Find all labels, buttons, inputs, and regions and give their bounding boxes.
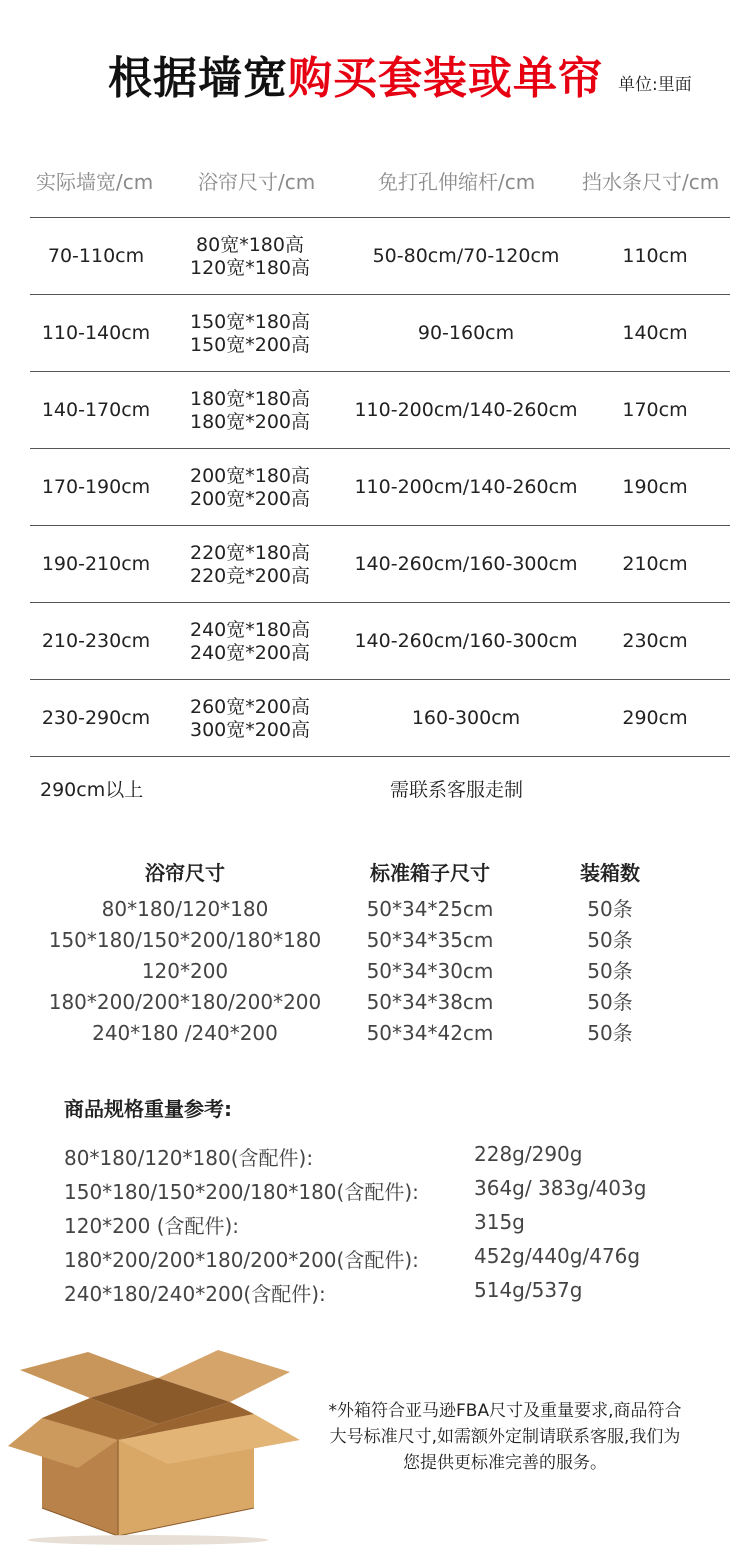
curtain-size-value-2: 200宽*200高 [189, 487, 311, 510]
weights-title: 商品规格重量参考: [64, 1097, 232, 1121]
box-col-box [340, 858, 520, 1049]
wall-width-value: 70-110cm [47, 245, 145, 267]
page-title [108, 42, 603, 106]
wall-width-cell [30, 526, 162, 603]
box-count-value: 50条 [587, 897, 633, 921]
rod-size-value: 90-160cm [417, 322, 515, 344]
strip-size-value: 140cm [622, 322, 688, 344]
rod-size-cell [330, 680, 602, 757]
wall-width-value: 190-210cm [41, 553, 151, 575]
box-count-value: 50条 [587, 959, 633, 983]
strip-size-value: 290cm [622, 707, 688, 729]
header-curtain-size: 浴帘尺寸/cm [198, 170, 316, 194]
rod-size-cell [330, 526, 602, 603]
size-table-row [30, 448, 730, 525]
wall-width-value: 170-190cm [41, 476, 151, 498]
box-dim-value: 50*34*30cm [366, 959, 494, 983]
strip-size-value: 210cm [622, 553, 688, 575]
size-table-bottom-line [30, 756, 730, 757]
curtain-size-value-2: 300宽*200高 [189, 718, 311, 741]
curtain-size-value-1: 80宽*180高 [196, 233, 304, 256]
strip-size-cell [590, 603, 720, 680]
curtain-size-value-2: 150宽*200高 [189, 333, 311, 356]
wall-width-value: 140-170cm [41, 399, 151, 421]
weight-spec: 180*200/200*180/200*200(含配件): [64, 1248, 419, 1272]
rod-size-cell [330, 295, 602, 372]
box-dim-value: 50*34*38cm [366, 990, 494, 1014]
box-header-box: 标准箱子尺寸 [370, 861, 490, 885]
weight-row [0, 1278, 750, 1312]
box-size-value: 80*180/120*180 [101, 897, 269, 921]
footer-note-line-2: 大号标准尺寸,如需额外定制请联系客服,我们为 [329, 1427, 681, 1447]
box-count-value: 50条 [587, 1021, 633, 1045]
title-red-part: 购买套装或单帘 [288, 53, 603, 104]
wall-width-value: 110-140cm [41, 322, 151, 344]
weight-value: 452g/440g/476g [474, 1244, 641, 1268]
strip-size-cell [590, 526, 720, 603]
box-count-value: 50条 [587, 990, 633, 1014]
footer-note [290, 1398, 720, 1476]
strip-size-cell [590, 680, 720, 757]
box-header-size: 浴帘尺寸 [145, 861, 225, 885]
curtain-size-cell [170, 526, 330, 603]
box-col-size [20, 858, 350, 1049]
wall-width-value: 230-290cm [41, 707, 151, 729]
weight-row [0, 1176, 750, 1210]
wall-width-cell [30, 603, 162, 680]
curtain-size-cell [170, 372, 330, 449]
weight-spec: 120*200 (含配件): [64, 1214, 240, 1238]
size-table-row [30, 217, 730, 294]
header-strip-size: 挡水条尺寸/cm [582, 170, 720, 194]
curtain-size-value-2: 120宽*180高 [189, 256, 311, 279]
curtain-size-cell [170, 449, 330, 526]
weight-value: 364g/ 383g/403g [474, 1176, 647, 1200]
strip-size-cell [590, 449, 720, 526]
weight-value: 514g/537g [474, 1278, 583, 1302]
box-col-count [550, 858, 670, 1049]
box-size-value: 120*200 [141, 959, 229, 983]
weight-row [0, 1210, 750, 1244]
wall-width-value: 210-230cm [41, 630, 151, 652]
curtain-size-cell [170, 603, 330, 680]
box-size-value: 180*200/200*180/200*200 [48, 990, 322, 1014]
wall-width-cell [30, 449, 162, 526]
last-row-note: 需联系客服走制 [390, 779, 524, 801]
strip-size-value: 230cm [622, 630, 688, 652]
strip-size-value: 170cm [622, 399, 688, 421]
wall-width-cell [30, 295, 162, 372]
size-table-header [0, 166, 750, 196]
unit-label: 单位:里面 [618, 75, 692, 95]
strip-size-cell [590, 295, 720, 372]
curtain-size-value-1: 260宽*200高 [189, 695, 311, 718]
box-size-value: 150*180/150*200/180*180 [48, 928, 322, 952]
strip-size-cell [590, 372, 720, 449]
box-dim-value: 50*34*25cm [366, 897, 494, 921]
weight-spec: 80*180/120*180(含配件): [64, 1146, 314, 1170]
size-table-row [30, 602, 730, 679]
curtain-size-value-2: 180宽*200高 [189, 410, 311, 433]
rod-size-value: 160-300cm [411, 707, 521, 729]
title-black-part: 根据墙宽 [108, 53, 288, 104]
rod-size-cell [330, 372, 602, 449]
strip-size-value: 190cm [622, 476, 688, 498]
strip-size-value: 110cm [622, 245, 688, 267]
curtain-size-value-1: 180宽*180高 [189, 387, 311, 410]
rod-size-value: 110-200cm/140-260cm [354, 476, 578, 498]
size-table-row [30, 679, 730, 756]
cardboard-box-icon [8, 1340, 308, 1545]
box-size-value: 240*180 /240*200 [92, 1021, 278, 1045]
wall-width-cell [30, 218, 162, 295]
weight-spec: 240*180/240*200(含配件): [64, 1282, 326, 1306]
strip-size-cell [590, 218, 720, 295]
size-table-last-row [0, 775, 750, 807]
rod-size-value: 140-260cm/160-300cm [354, 553, 578, 575]
footer-note-line-3: 您提供更标准完善的服务。 [403, 1453, 607, 1473]
box-dim-value: 50*34*35cm [366, 928, 494, 952]
box-header-count: 装箱数 [580, 861, 640, 885]
wall-width-cell [30, 372, 162, 449]
weight-row [0, 1142, 750, 1176]
header-wall-width: 实际墙宽/cm [36, 170, 154, 194]
curtain-size-value-2: 220竞*200高 [189, 564, 311, 587]
rod-size-value: 50-80cm/70-120cm [372, 245, 560, 267]
weight-value: 228g/290g [474, 1142, 583, 1166]
size-table-row [30, 525, 730, 602]
curtain-size-cell [170, 295, 330, 372]
footer-note-line-1: *外箱符合亚马逊FBA尺寸及重量要求,商品符合 [328, 1401, 682, 1421]
box-dim-value: 50*34*42cm [366, 1021, 494, 1045]
size-table-row [30, 294, 730, 371]
rod-size-cell [330, 603, 602, 680]
curtain-size-cell [170, 218, 330, 295]
weight-spec: 150*180/150*200/180*180(含配件): [64, 1180, 419, 1204]
header-rod-size: 免打孔伸缩杆/cm [378, 170, 536, 194]
rod-size-cell [330, 449, 602, 526]
box-count-value: 50条 [587, 928, 633, 952]
curtain-size-value-2: 240宽*200高 [189, 641, 311, 664]
rod-size-value: 110-200cm/140-260cm [354, 399, 578, 421]
curtain-size-cell [170, 680, 330, 757]
weight-value: 315g [474, 1210, 525, 1234]
curtain-size-value-1: 220宽*180高 [189, 541, 311, 564]
rod-size-cell [330, 218, 602, 295]
last-row-wall: 290cm以上 [40, 779, 144, 801]
size-table-row [30, 371, 730, 448]
weight-row [0, 1244, 750, 1278]
rod-size-value: 140-260cm/160-300cm [354, 630, 578, 652]
wall-width-cell [30, 680, 162, 757]
curtain-size-value-1: 240宽*180高 [189, 618, 311, 641]
curtain-size-value-1: 200宽*180高 [189, 464, 311, 487]
curtain-size-value-1: 150宽*180高 [189, 310, 311, 333]
